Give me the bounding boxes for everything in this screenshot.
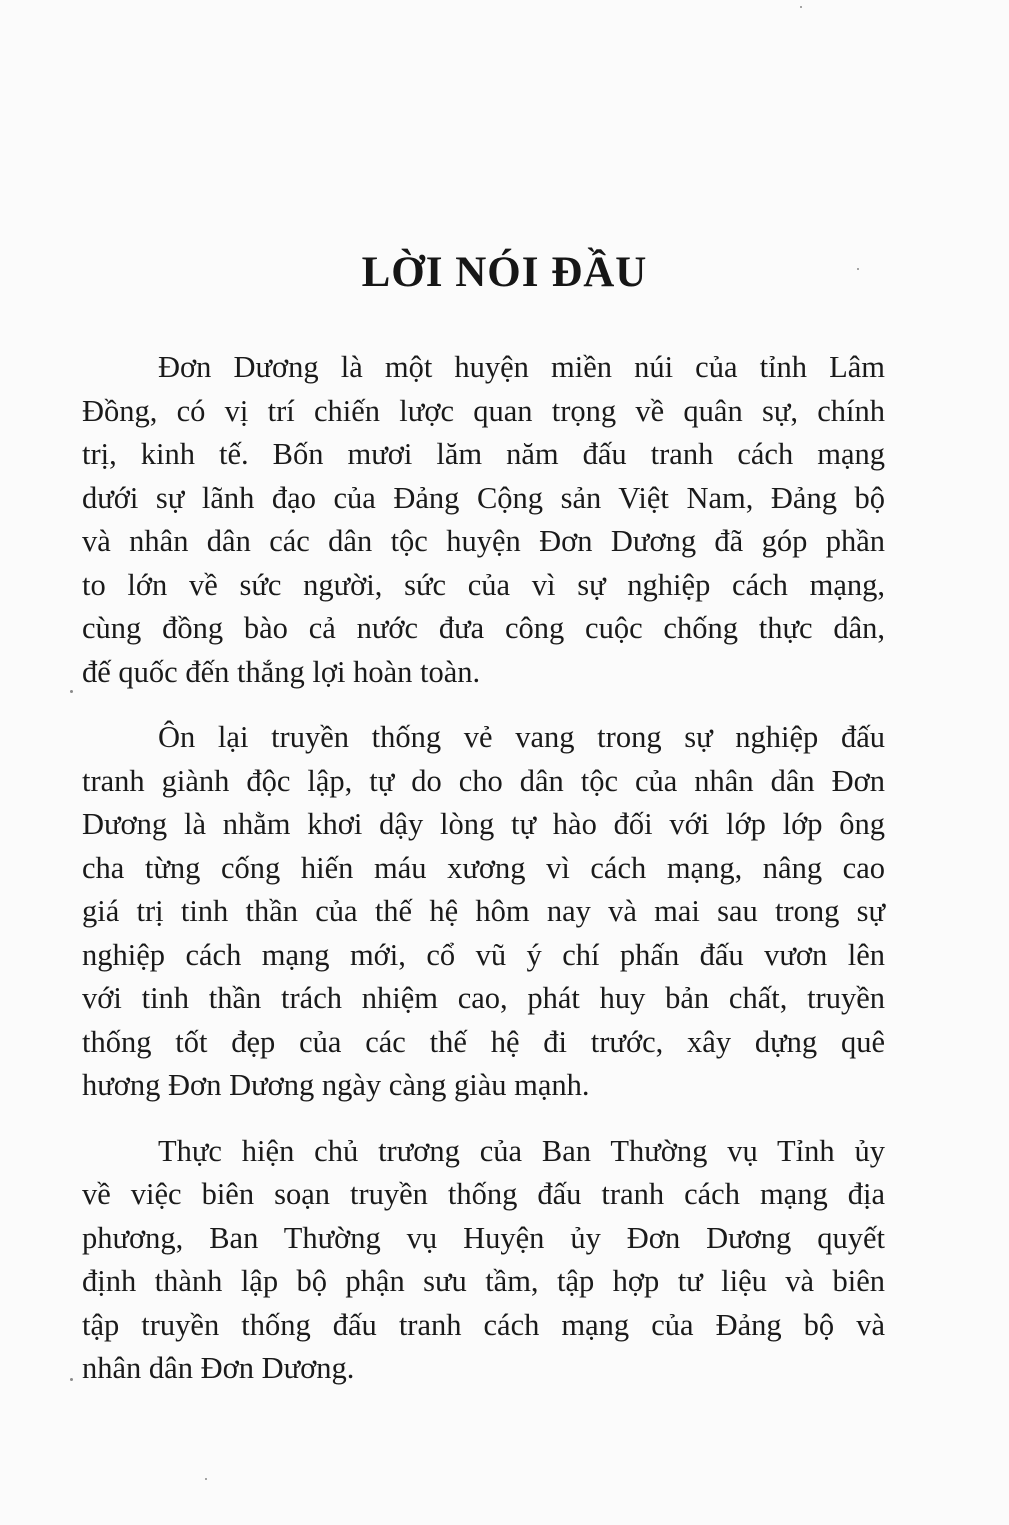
text-line: tập truyền thống đấu tranh cách mạng của Đảng bộ và: [82, 1307, 885, 1342]
text-line: đế quốc đến thắng lợi hoàn toàn.: [82, 654, 481, 689]
paragraph-1: [82, 346, 885, 694]
text-line: hương Đơn Dương ngày càng giàu mạnh.: [82, 1068, 590, 1102]
text-line: Dương là nhằm khơi dậy lòng tự hào đối với lớp lớp ông: [82, 807, 885, 841]
scan-speck: [205, 1478, 207, 1480]
paragraph-2: [82, 716, 885, 1108]
text-line: cùng đồng bào cả nước đưa công cuộc chống thực dân,: [82, 611, 885, 645]
scan-speck: [857, 268, 859, 270]
page-title: LỜI NÓI ĐẦU: [361, 249, 648, 296]
text-line: to lớn về sức người, sức của vì sự nghiệp cách mạng,: [82, 567, 885, 602]
text-line: Đơn Dương là một huyện miền núi của tỉnh Lâm: [158, 350, 885, 384]
paragraph-spacer: [82, 1108, 885, 1130]
text-line: thống tốt đẹp của các thế hệ đi trước, xây dựng quê: [82, 1024, 885, 1059]
scan-speck: [70, 1378, 73, 1381]
text-line: định thành lập bộ phận sưu tầm, tập hợp tư liệu và biên: [82, 1264, 885, 1298]
scan-speck: [70, 690, 73, 693]
paragraph-spacer: [82, 694, 885, 716]
text-line: trị, kinh tế. Bốn mươi lăm năm đấu tranh cách mạng: [82, 437, 885, 471]
text-line: và nhân dân các dân tộc huyện Đơn Dương đã góp phần: [82, 524, 885, 558]
document-body: [82, 346, 885, 1391]
text-line: cha từng cống hiến máu xương vì cách mạng, nâng cao: [82, 850, 885, 885]
text-line: Thực hiện chủ trương của Ban Thường vụ Tỉnh ủy: [158, 1133, 885, 1168]
text-line: dưới sự lãnh đạo của Đảng Cộng sản Việt Nam, Đảng bộ: [82, 480, 885, 515]
text-line: với tinh thần trách nhiệm cao, phát huy bản chất, truyền: [82, 981, 885, 1015]
text-line: về việc biên soạn truyền thống đấu tranh cách mạng địa: [82, 1177, 885, 1211]
text-line: tranh giành độc lập, tự do cho dân tộc của nhân dân Đơn: [82, 763, 885, 798]
text-line: phương, Ban Thường vụ Huyện ủy Đơn Dương quyết: [82, 1220, 885, 1255]
text-line: nghiệp cách mạng mới, cổ vũ ý chí phấn đấu vươn lên: [82, 937, 885, 972]
paragraph-3: [82, 1130, 885, 1391]
text-line: Đồng, có vị trí chiến lược quan trọng về quân sự, chính: [82, 393, 885, 428]
text-line: giá trị tinh thần của thế hệ hôm nay và mai sau trong sự: [82, 894, 885, 928]
text-line: Ôn lại truyền thống vẻ vang trong sự nghiệp đấu: [158, 720, 885, 754]
text-line: nhân dân Đơn Dương.: [82, 1351, 355, 1385]
scan-speck: [800, 6, 802, 8]
